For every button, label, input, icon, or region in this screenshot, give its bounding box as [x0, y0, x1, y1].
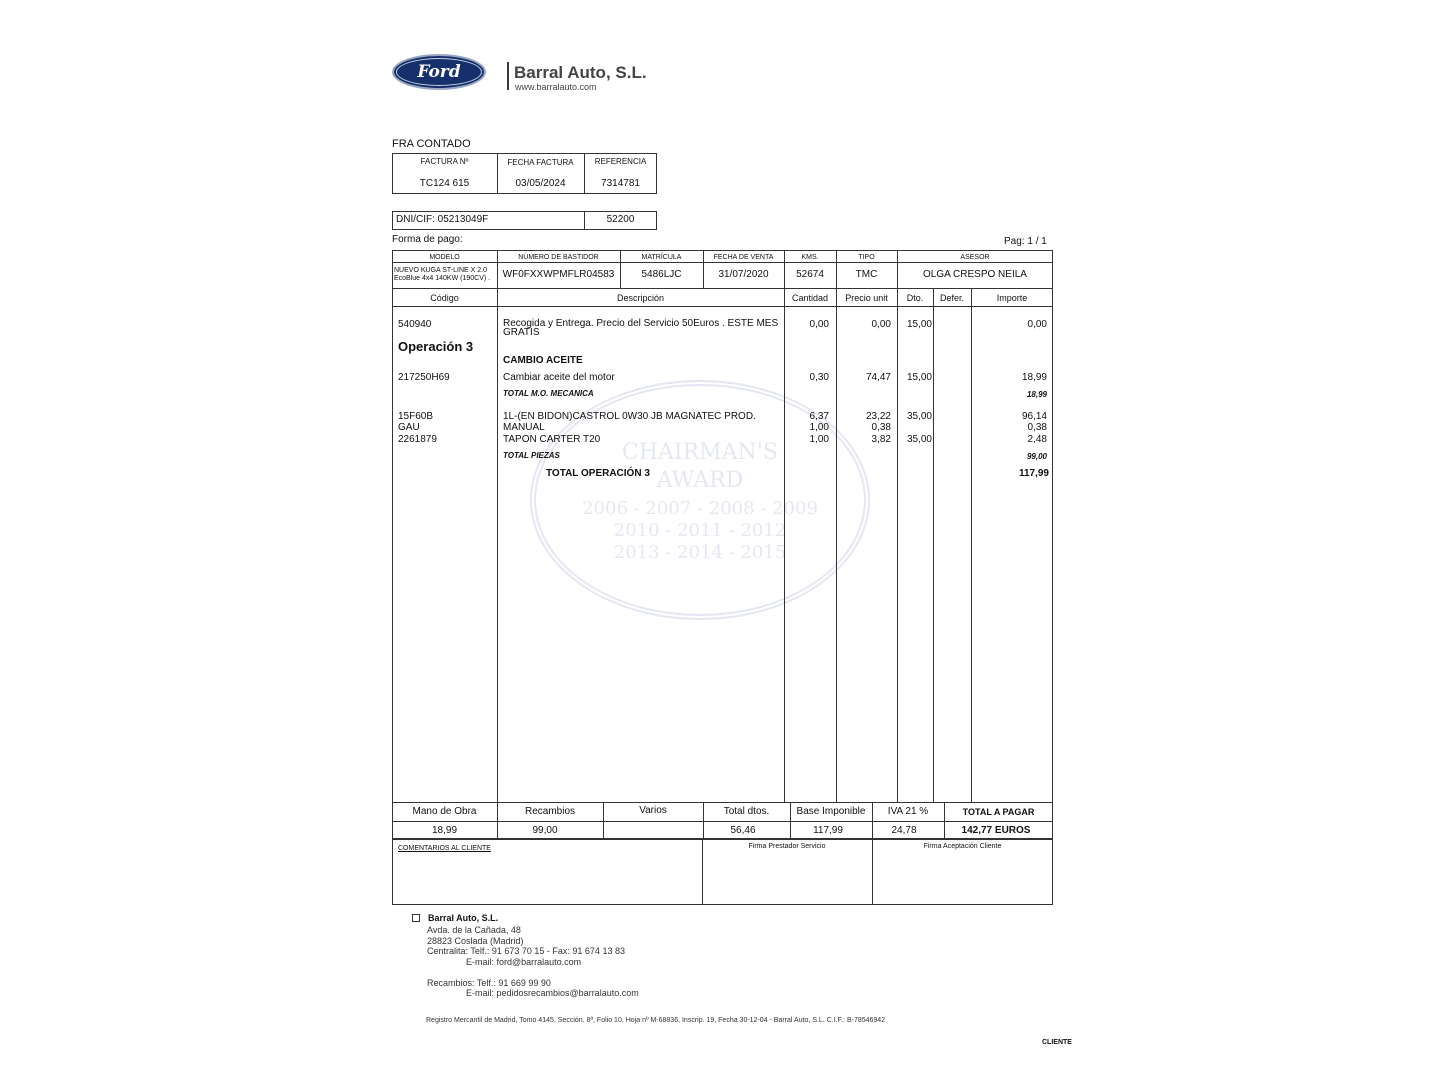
total-operacion-label: TOTAL OPERACIÓN 3: [546, 468, 650, 479]
totals-total-pagar: 142,77 EUROS: [961, 825, 1031, 836]
row1-precio: 0,00: [871, 319, 891, 330]
part-codigo: 15F60B: [398, 411, 434, 422]
invoice-table: [392, 250, 1053, 839]
col-header-descripcion: Descripción: [616, 293, 665, 303]
forma-pago-label: Forma de pago:: [392, 234, 463, 245]
footer-email: E-mail: ford@barralauto.com: [466, 957, 582, 967]
doc-type: FRA CONTADO: [392, 138, 471, 150]
vehicle-header-asesor: ASESOR: [960, 254, 990, 261]
vehicle-tipo: TMC: [855, 269, 878, 280]
col-header-importe: Importe: [996, 293, 1028, 303]
page-number: Pag: 1 / 1: [1004, 236, 1047, 247]
vehicle-header-bastidor: NÚMERO DE BASTIDOR: [518, 254, 599, 261]
ford-logo: [392, 54, 486, 90]
total-piezas-label: TOTAL PIEZAS: [503, 451, 560, 460]
col-header-cantidad: Cantidad: [791, 293, 829, 303]
row2-desc: Cambiar aceite del motor: [503, 372, 615, 383]
firma-cliente-label: Firma Aceptación Cliente: [923, 843, 1002, 850]
part-dto: 35,00: [906, 411, 932, 422]
dni-cif: DNI/CIF: 05213049F: [396, 214, 489, 225]
totals-header-total-dtos: Total dtos.: [723, 806, 770, 817]
total-operacion-value: 117,99: [1018, 468, 1049, 479]
company-name: Barral Auto, S.L.: [514, 63, 647, 82]
totals-mano-obra: 18,99: [431, 825, 458, 836]
totals-base-imponible: 117,99: [813, 825, 843, 836]
vehicle-modelo-line1: NUEVO KUGA ST-LINE X 2.0: [394, 267, 487, 274]
vehicle-asesor: OLGA CRESPO NEILA: [923, 269, 1027, 280]
row1-cantidad: 0,00: [809, 319, 829, 330]
footer-registro: Registro Mercantil de Madrid, Tomo 4145, Sección. 8ª, Folio 10, Hoja nº M-68836, Inscrip. 19, Fecha 30-12-04 - Barral Auto, S.L. C.I.F.: B-78546942: [426, 1017, 886, 1024]
footer-recambios-phone: Recambios: Telf.: 91 669 99 90: [427, 978, 551, 988]
vehicle-kms: 52674: [796, 269, 824, 280]
part-codigo: GAU: [398, 422, 420, 433]
totals-header-varios: Varios: [639, 805, 667, 816]
footer-company: Barral Auto, S.L.: [428, 913, 499, 923]
part-desc: TAPON CARTER T20: [503, 434, 601, 445]
total-mo-value: 18,99: [1026, 390, 1047, 399]
client-code: 52200: [606, 214, 635, 225]
vehicle-header-modelo: MODELO: [429, 254, 460, 261]
section-title: CAMBIO ACEITE: [503, 355, 583, 366]
total-piezas-value: 99,00: [1026, 452, 1047, 461]
col-header-codigo: Código: [430, 293, 459, 303]
part-importe: 96,14: [1021, 411, 1047, 422]
vehicle-modelo-line2: EcoBlue 4x4 140KW (190CV) .: [394, 275, 491, 282]
row2-dto: 15,00: [906, 372, 932, 383]
part-precio: 0,38: [871, 422, 891, 433]
col-header-dto: Dto.: [906, 293, 924, 303]
part-precio: 23,22: [865, 411, 891, 422]
totals-recambios: 99,00: [532, 825, 558, 836]
footer-address2: 28823 Coslada (Madrid): [427, 936, 524, 946]
totals-header-total-pagar: TOTAL A PAGAR: [962, 807, 1035, 817]
row1-codigo: 540940: [398, 319, 432, 330]
vehicle-fecha-venta: 31/07/2020: [718, 269, 769, 280]
col-header-precio: Precio unit: [845, 293, 888, 303]
row2-codigo: 217250H69: [398, 372, 450, 383]
brand-divider: [507, 62, 509, 90]
invoice-header-factura: FACTURA Nº: [420, 157, 469, 166]
vehicle-header-fecha: FECHA DE VENTA: [713, 254, 774, 261]
totals-header-base-imponible: Base Imponible: [796, 806, 866, 817]
checkbox-icon: [412, 914, 420, 922]
row1-desc2: GRATIS: [503, 327, 540, 338]
part-importe: 0,38: [1027, 422, 1047, 433]
totals-header-iva: IVA 21 %: [887, 806, 929, 817]
part-codigo: 2261879: [398, 434, 437, 445]
footer-recambios-email: E-mail: pedidosrecambios@barralauto.com: [466, 988, 639, 998]
row1-importe: 0,00: [1027, 319, 1047, 330]
vehicle-header-tipo: TIPO: [858, 254, 875, 261]
row2-precio: 74,47: [865, 372, 891, 383]
totals-header-mano-obra: Mano de Obra: [412, 806, 477, 817]
invoice-header-fecha: FECHA FACTURA: [507, 158, 574, 167]
totals-iva: 24,78: [891, 825, 917, 836]
firma-prestador-label: Firma Prestador Servicio: [748, 843, 826, 850]
row2-cantidad: 0,30: [809, 372, 829, 383]
award-watermark: CHAIRMAN'S AWARD 2006 - 2007 - 2008 - 2009 2010 - 2011 - 2012 2013 - 2014 - 2015: [530, 380, 870, 620]
copy-label: CLIENTE: [1042, 1039, 1072, 1046]
part-cantidad: 6,37: [809, 411, 829, 422]
vehicle-header-matricula: MATRÍCULA: [641, 254, 682, 261]
totals-header-recambios: Recambios: [524, 806, 576, 817]
invoice-reference: 7314781: [601, 178, 640, 189]
vehicle-matricula: 5486LJC: [641, 269, 682, 280]
footer-phone: Centralita: Telf.: 91 673 70 15 - Fax: 91 674 13 83: [427, 946, 625, 956]
part-desc: 1L-(EN BIDON)CASTROL 0W30 JB MAGNATEC PROD.: [503, 411, 756, 422]
row1-dto: 15,00: [906, 319, 932, 330]
operation-title: Operación 3: [398, 339, 474, 354]
row2-importe: 18,99: [1021, 372, 1047, 383]
invoice-header-referencia: REFERENCIA: [594, 157, 647, 166]
totals-total-dtos: 56,46: [730, 825, 756, 836]
part-desc: MANUAL: [503, 422, 545, 433]
footer-address1: Avda. de la Cañada, 48: [427, 925, 521, 935]
vehicle-header-kms: KMS.: [801, 254, 819, 261]
col-header-defer: Defer.: [939, 293, 964, 303]
vehicle-bastidor: WF0FXXWPMFLR04583: [502, 269, 615, 280]
total-mo-label: TOTAL M.O. MECANICA: [503, 389, 594, 398]
ford-logo-text: Ford: [417, 62, 461, 82]
company-website: www.barralauto.com: [515, 82, 597, 92]
part-cantidad: 1,00: [809, 422, 829, 433]
invoice-date: 03/05/2024: [515, 178, 566, 189]
part-precio: 3,82: [871, 434, 891, 445]
invoice-number: TC124 615: [419, 178, 470, 189]
comentarios-label: COMENTARIOS AL CLIENTE: [398, 845, 491, 852]
part-cantidad: 1,00: [809, 434, 829, 445]
part-importe: 2,48: [1027, 434, 1047, 445]
row1-desc1: Recogida y Entrega. Precio del Servicio 50Euros . ESTE MES: [503, 318, 779, 329]
part-dto: 35,00: [906, 434, 932, 445]
